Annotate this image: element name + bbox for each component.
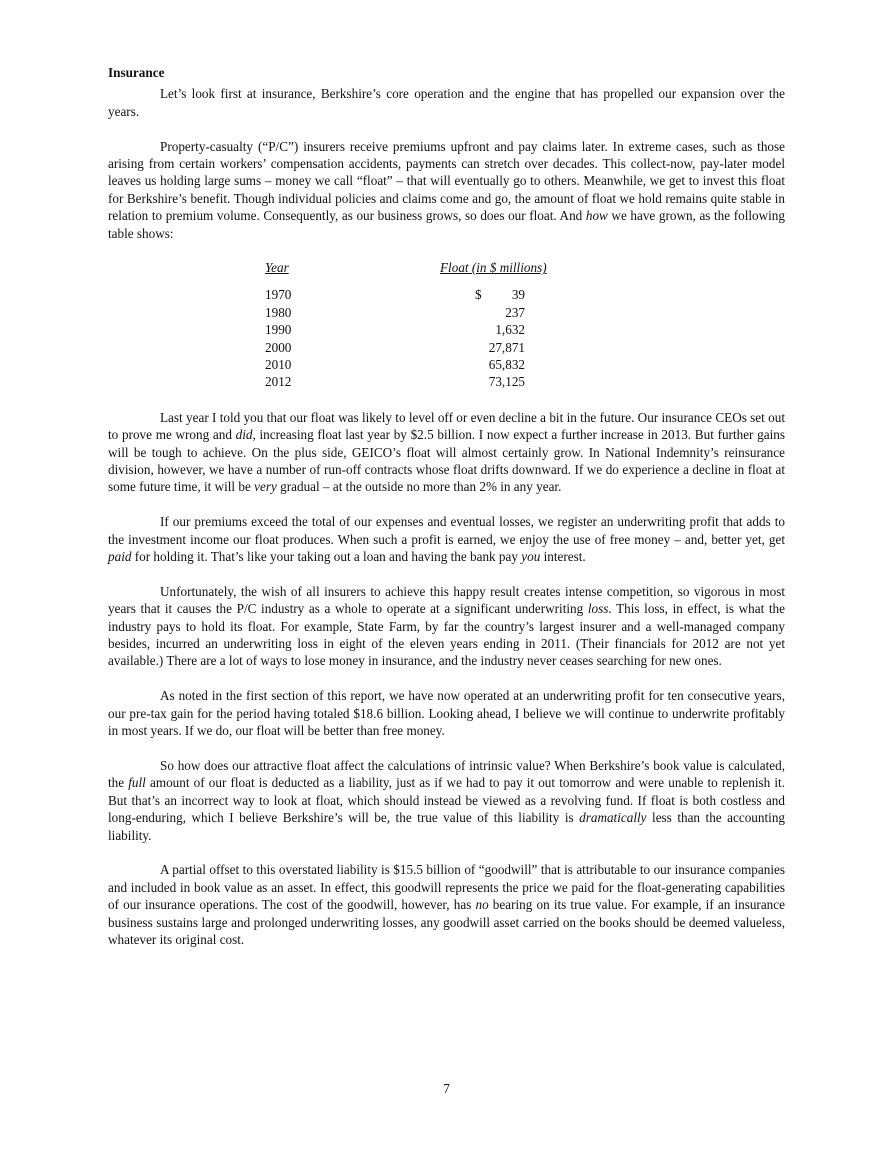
table-row: [265, 356, 525, 373]
paragraph-intrinsic-value: [108, 757, 785, 844]
table-cell-float: 1,632: [495, 322, 525, 338]
text-run: less than the accounting liability.: [108, 810, 786, 843]
table-row: [265, 304, 525, 321]
table-cell-float: 39: [511, 287, 525, 303]
emphasis: how: [585, 208, 608, 224]
document-body: [108, 64, 785, 966]
paragraph-competition: [108, 583, 785, 670]
table-cell-year: 2010: [265, 357, 292, 372]
table-cell-year: 1990: [265, 322, 292, 338]
emphasis: paid: [108, 549, 132, 565]
table-cell-year: 1970: [265, 287, 292, 303]
paragraph-ten-years: As noted in the first section of this report, we have now operated at an underwriting profit for ten consecutive years, our pre-tax gain for the period having totaled $18.6 billion. Looking ahead, I believe we will continue to underwrite profitably in most years. If we do, our float will be better than free money.: [108, 688, 785, 739]
paragraph-underwriting-profit: [108, 513, 785, 565]
emphasis: did: [235, 427, 253, 443]
table-header-float: Float (in $ millions): [440, 260, 547, 276]
text-run: bearing on its true value. For example, if an insurance business sustains large and prolonged underwriting losses, any goodwill asset carried on the books should be deemed valueless, whatever its original cost.: [108, 897, 785, 947]
table-cell-float: 73,125: [488, 374, 525, 390]
page-number: 7: [443, 1081, 450, 1096]
section-heading: Insurance: [108, 65, 165, 80]
emphasis: no: [475, 897, 489, 913]
table-cell-float: 237: [505, 304, 525, 320]
emphasis: very: [254, 479, 277, 495]
emphasis: full: [128, 775, 146, 791]
table-cell-year: 2012: [265, 374, 292, 390]
text-run: . This loss, in effect, is what the industry pays to hold its float. For example, State Farm, by far the country’s largest insurer and a well-managed company besides, incurred an underwriting loss in eight of the eleven years ending in 2011. (Their financials for 2012 are not yet available.) There are a lot of ways to lose money in insurance, and the industry never ceases searching for new ones.: [108, 601, 785, 669]
float-table: [108, 259, 785, 391]
paragraph-goodwill: [108, 861, 785, 948]
text-run: So how does our attractive float affect the calculations of intrinsic value? When Berkshire’s book value is calculated, the: [108, 757, 785, 791]
text-run: interest.: [540, 549, 586, 565]
emphasis: loss: [587, 601, 609, 617]
table-cell-year: 2000: [265, 339, 292, 355]
paragraph-float-definition: [108, 138, 785, 242]
text-run: Property-casualty (“P/C”) insurers receive premiums upfront and pay claims later. In extreme cases, such as those arising from certain workers’ compensation accidents, payments can stretch over decades. This collect-now, pay-later model leaves us holding large sums – money we call “float” – that will eventually go to others. Meanwhile, we get to invest this float for Berkshire’s benefit. Though individual policies and claims come and go, the amount of float we hold remains quite stable in relation to premium volume. Consequently, as our business grows, so does our float. And: [108, 138, 785, 224]
currency-symbol: $: [475, 287, 482, 303]
text-run: , increasing float last year by $2.5 billion. I now expect a further increase in 2013. But further gains will be tough to achieve. On the plus side, GEICO’s float will almost certainly grow. In National Indemnity’s reinsurance division, however, we have a number of run-off contracts whose float drifts downward. If we do experience a decline in float at some future time, it will be: [108, 427, 785, 495]
text-run: for holding it. That’s like your taking out a loan and having the bank pay: [131, 549, 522, 565]
emphasis: dramatically: [579, 810, 647, 826]
table-row: [265, 286, 525, 303]
table-row: [265, 339, 525, 356]
paragraph-intro: Let’s look first at insurance, Berkshire’s core operation and the engine that has propelled our expansion over the years.: [108, 86, 785, 119]
emphasis: you: [521, 549, 541, 565]
table-row: [265, 321, 525, 338]
table-cell-float: 65,832: [488, 357, 525, 372]
paragraph-float-outlook: [108, 409, 785, 496]
table-rows: [265, 286, 525, 390]
text-run: Last year I told you that our float was likely to level off or even decline a bit in the future. Our insurance CEOs set out to prove me wrong and: [108, 409, 785, 443]
text-run: amount of our float is deducted as a liability, just as if we had to pay it out tomorrow and were unable to replenish it. But that’s an incorrect way to look at float, which should instead be viewed as a revolving fund. If float is both costless and long-enduring, which I believe Berkshire’s will be, the true value of this liability is: [108, 775, 785, 826]
table-cell-year: 1980: [265, 304, 292, 320]
table-header-year: Year: [265, 260, 289, 276]
table-cell-float: 27,871: [488, 339, 525, 355]
text-run: A partial offset to this overstated liability is $15.5 billion of “goodwill” that is attributable to our insurance companies and included in book value as an asset. In effect, this goodwill represents the price we paid for the float-generating capabilities of our insurance operations. The cost of the goodwill, however, has: [108, 862, 785, 913]
text-run: we have grown, as the following table shows:: [108, 208, 785, 241]
text-run: If our premiums exceed the total of our expenses and eventual losses, we register an underwriting profit that adds to the investment income our float produces. When such a profit is earned, we enjoy the use of free money – and, better yet, get: [108, 514, 785, 547]
text-run: Unfortunately, the wish of all insurers to achieve this happy result creates intense competition, so vigorous in most years that it causes the P/C industry as a whole to operate at a significant underwriting: [108, 583, 785, 617]
table-row: [265, 373, 525, 390]
text-run: gradual – at the outside no more than 2% in any year.: [276, 479, 562, 495]
